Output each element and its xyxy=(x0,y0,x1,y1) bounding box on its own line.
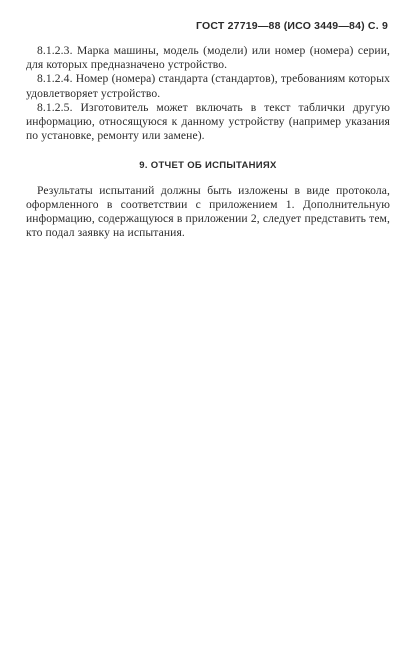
page-header: ГОСТ 27719—88 (ИСО 3449—84) С. 9 xyxy=(196,20,388,32)
document-body xyxy=(26,44,390,240)
paragraph-8-1-2-4: 8.1.2.4. Номер (номера) стандарта (стандартов), требованиям которых удовлетворяет устройство. xyxy=(26,72,390,100)
section-title: 9. ОТЧЕТ ОБ ИСПЫТАНИЯХ xyxy=(139,160,277,172)
section-body: Результаты испытаний должны быть изложены в виде протокола, оформленного в соответствии с приложением 1. Дополнительную информацию, содержащуюся в приложении 2, следует представить тем, кто подал заявку на испытания. xyxy=(26,183,390,240)
paragraph-8-1-2-3: 8.1.2.3. Марка машины, модель (модели) или номер (номера) серии, для которых предназначено устройство. xyxy=(26,44,390,72)
paragraph-8-1-2-5: 8.1.2.5. Изготовитель может включать в текст таблички другую информацию, относящуюся к данному устройству (например указания по установке, ремонту или замене). xyxy=(26,100,390,143)
